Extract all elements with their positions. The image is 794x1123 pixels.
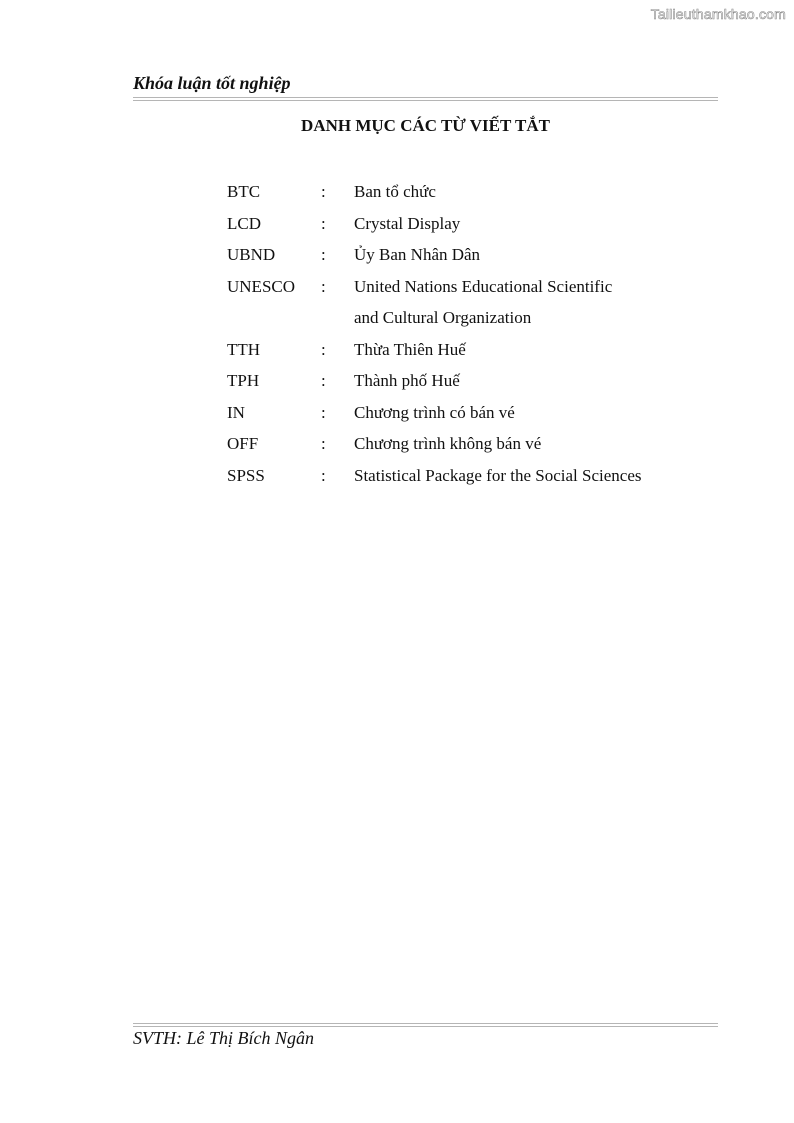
running-header: Khóa luận tốt nghiệp	[133, 73, 291, 93]
separator-colon: :	[321, 371, 326, 390]
separator-colon: :	[321, 339, 326, 359]
definition-line-1: United Nations Educational Scientific	[354, 276, 613, 296]
definition-line-2: and Cultural Organization	[354, 308, 532, 327]
watermark-text: Tailieuthamkhao.com	[650, 6, 786, 22]
abbreviation-row	[227, 397, 667, 429]
page-title: DANH MỤC CÁC TỪ VIẾT TẮT	[301, 116, 550, 135]
separator-colon: :	[321, 434, 326, 453]
abbreviation-term: UNESCO	[227, 276, 296, 296]
abbreviation-term: LCD	[227, 213, 261, 233]
abbreviation-list	[227, 176, 667, 491]
abbreviation-definition: Chương trình có bán vé	[354, 402, 515, 422]
abbreviation-term: TTH	[227, 339, 261, 359]
abbreviation-row	[227, 365, 667, 397]
abbreviation-term: IN	[227, 402, 245, 422]
abbreviation-definition	[354, 271, 612, 334]
abbreviation-row	[227, 208, 667, 240]
abbreviation-row	[227, 334, 667, 366]
abbreviation-row	[227, 176, 667, 208]
separator-colon: :	[321, 182, 326, 201]
abbreviation-term: OFF	[227, 434, 259, 453]
abbreviation-definition: Ban tổ chức	[354, 182, 436, 201]
abbreviation-definition: Statistical Package for the Social Sciences	[354, 465, 642, 485]
separator-colon: :	[321, 465, 326, 485]
abbreviation-definition: Thừa Thiên Huế	[354, 339, 466, 359]
abbreviation-row	[227, 460, 667, 492]
abbreviation-term: UBND	[227, 245, 276, 264]
separator-colon: :	[321, 402, 326, 422]
separator-colon: :	[321, 213, 326, 233]
abbreviation-term: TPH	[227, 371, 260, 390]
footer-author: SVTH: Lê Thị Bích Ngân	[133, 1028, 315, 1048]
abbreviation-term: BTC	[227, 182, 261, 201]
abbreviation-definition: Crystal Display	[354, 213, 461, 233]
abbreviation-row	[227, 428, 667, 460]
separator-colon: :	[321, 276, 326, 296]
footer-divider	[133, 1023, 718, 1027]
abbreviation-row	[227, 271, 667, 334]
separator-colon: :	[321, 245, 326, 264]
abbreviation-definition: Ủy Ban Nhân Dân	[354, 245, 481, 264]
abbreviation-term: SPSS	[227, 465, 265, 485]
header-divider	[133, 97, 718, 101]
abbreviation-row	[227, 239, 667, 271]
abbreviation-definition: Chương trình không bán vé	[354, 434, 542, 453]
abbreviation-definition: Thành phố Huế	[354, 371, 460, 390]
